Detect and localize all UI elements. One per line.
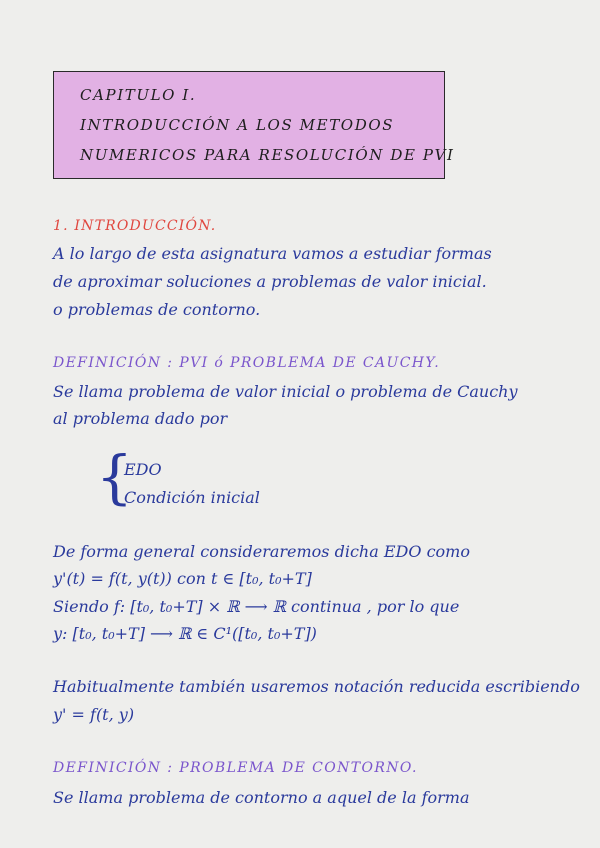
general-line-3: Siendo f: [t₀, t₀+T] × ℝ ⟶ ℝ continua , por lo que — [53, 597, 460, 616]
intro-line-1: A lo largo de esta asignatura vamos a estudiar formas — [53, 244, 492, 263]
chapter-title-line-1: CAPITULO I. — [80, 86, 197, 104]
definition-pvi-line-1: Se llama problema de valor inicial o problema de Cauchy — [53, 382, 518, 401]
brace-item-edo: EDO — [124, 460, 162, 479]
general-line-1: De forma general consideraremos dicha EDO como — [53, 542, 470, 561]
chapter-title-line-2: INTRODUCCIÓN A LOS METODOS — [80, 116, 395, 134]
brace-item-condicion-inicial: Condición inicial — [124, 488, 260, 507]
notation-line-2-equation: y' = f(t, y) — [53, 705, 135, 724]
general-line-2-equation: y'(t) = f(t, y(t)) con t ∈ [t₀, t₀+T] — [53, 569, 312, 588]
intro-line-3: o problemas de contorno. — [53, 300, 261, 319]
definition-pvi-line-2: al problema dado por — [53, 409, 228, 428]
curly-brace: { — [96, 443, 133, 511]
definition-heading-pvi: DEFINICIÓN : PVI ó PROBLEMA DE CAUCHY. — [53, 355, 441, 371]
chapter-title-box — [53, 71, 455, 179]
chapter-title-line-3: NUMERICOS PARA RESOLUCIÓN DE PVI — [80, 146, 455, 164]
notation-line-1: Habitualmente también usaremos notación reducida escribiendo — [53, 677, 580, 696]
section-heading-introduccion: 1. INTRODUCCIÓN. — [53, 218, 217, 234]
general-line-4: y: [t₀, t₀+T] ⟶ ℝ ∈ C¹([t₀, t₀+T]) — [53, 624, 317, 643]
definition-heading-contorno: DEFINICIÓN : PROBLEMA DE CONTORNO. — [53, 760, 418, 776]
intro-line-2: de aproximar soluciones a problemas de valor inicial. — [53, 272, 487, 291]
definition-contorno-line-1: Se llama problema de contorno a aquel de la forma — [53, 788, 470, 807]
